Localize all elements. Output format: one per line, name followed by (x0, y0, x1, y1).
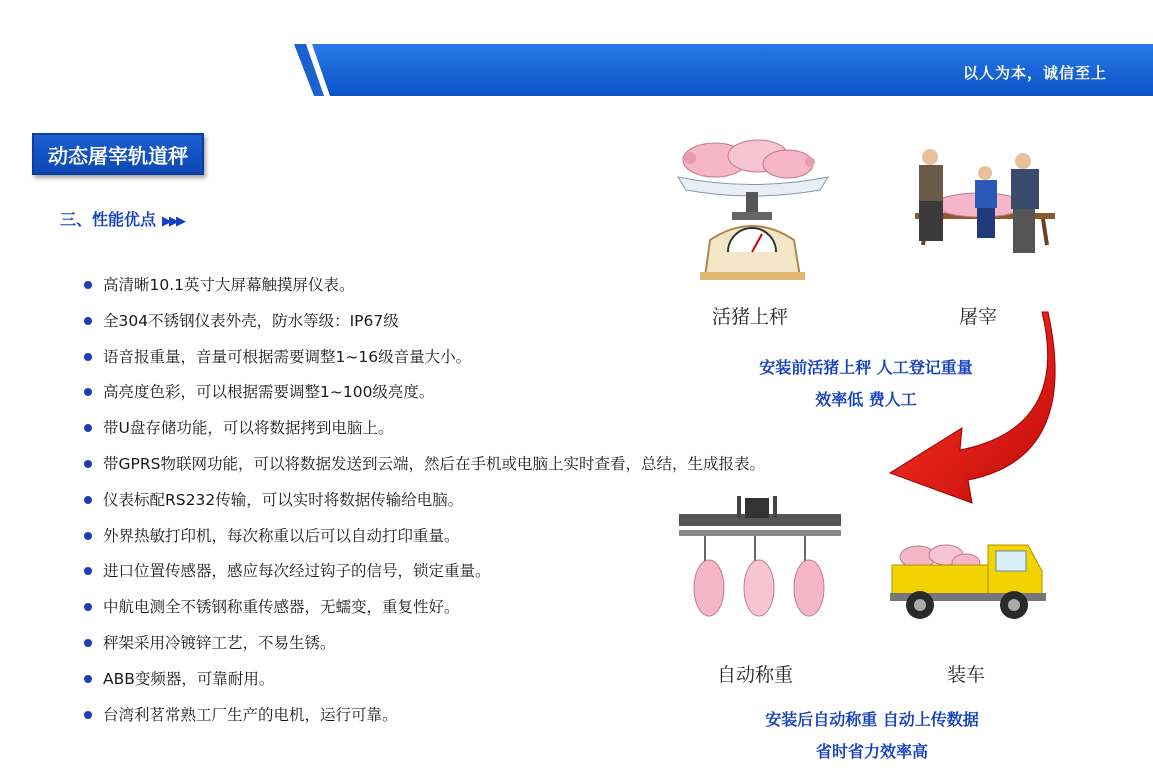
step-label-slaughter: 屠宰 (958, 306, 997, 328)
step-label-live-pig: 活猪上秤 (711, 306, 788, 328)
step-label-auto-weigh: 自动称重 (716, 664, 793, 686)
feature-item: 进口位置传感器，感应每次经过钩子的信号，锁定重量。 (82, 558, 765, 594)
header-slogan: 以人为本，诚信至上 (962, 64, 1107, 82)
feature-item: 高清晰10.1英寸大屏幕触摸屏仪表。 (82, 272, 765, 308)
feature-list (82, 272, 765, 737)
workers-slaughter-icon (905, 145, 1060, 274)
before-note-line1: 安装前活猪上秤 人工登记重量 (759, 358, 973, 377)
feature-item: 秤架采用冷镀锌工艺，不易生锈。 (82, 630, 765, 666)
feature-item: 带GPRS物联网功能，可以将数据发送到云端，然后在手机或电脑上实时查看，总结，生成报表。 (82, 451, 765, 487)
section-heading (60, 207, 183, 230)
step-label-loading: 装车 (946, 664, 985, 686)
after-note-line2: 省时省力效率高 (815, 742, 928, 761)
feature-item: 中航电测全不锈钢称重传感器，无蠕变，重复性好。 (82, 594, 765, 630)
before-note-line2: 效率低 费人工 (815, 390, 917, 409)
triple-arrow-icon: ▶▶▶ (162, 214, 184, 229)
truck-pigs-icon (888, 535, 1048, 629)
section-heading-text: 三、性能优点 (60, 210, 157, 229)
scale-with-pigs-icon (670, 132, 835, 286)
feature-item: 仪表标配RS232传输，可以实时将数据传输给电脑。 (82, 487, 765, 523)
red-curved-arrow-icon (880, 308, 1065, 512)
rail-hooks-pigs-icon (675, 492, 845, 636)
product-title: 动态屠宰轨道秤 (32, 133, 204, 175)
feature-item: ABB变频器，可靠耐用。 (82, 666, 765, 702)
feature-item: 带U盘存储功能，可以将数据拷到电脑上。 (82, 415, 765, 451)
feature-item: 全304不锈钢仪表外壳，防水等级：IP67级 (82, 308, 765, 344)
after-note-line1: 安装后自动称重 自动上传数据 (765, 710, 979, 729)
feature-item: 高亮度色彩，可以根据需要调整1~100级亮度。 (82, 379, 765, 415)
feature-item: 台湾利茗常熟工厂生产的电机，运行可靠。 (82, 702, 765, 738)
feature-item: 语音报重量，音量可根据需要调整1~16级音量大小。 (82, 344, 765, 380)
feature-item: 外界热敏打印机，每次称重以后可以自动打印重量。 (82, 523, 765, 559)
